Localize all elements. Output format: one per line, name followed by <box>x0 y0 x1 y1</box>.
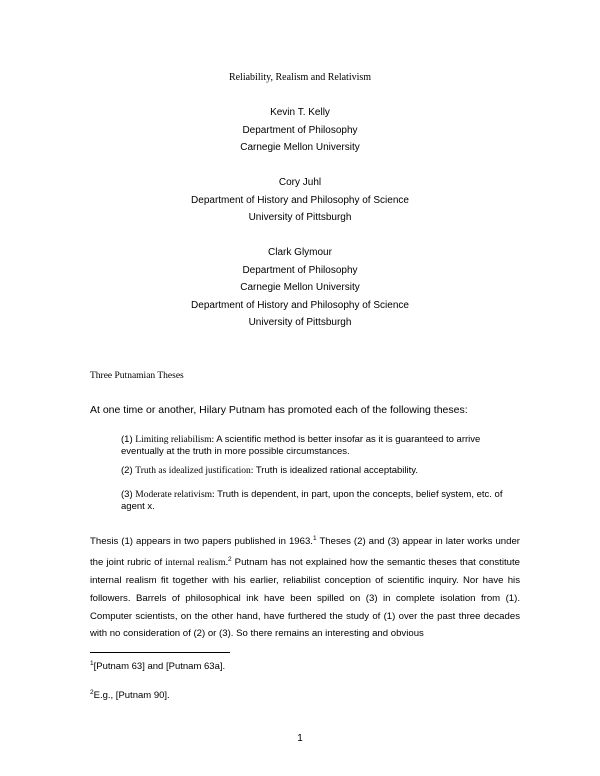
author-affiliation: Department of History and Philosophy of Science <box>191 194 409 206</box>
paper-title: Reliability, Realism and Relativism <box>228 72 372 83</box>
thesis-number: (3) <box>121 489 133 500</box>
author-affiliation: Carnegie Mellon University <box>240 142 360 153</box>
footnote-2 <box>90 689 170 701</box>
footnote-mark: 1 <box>90 660 94 667</box>
footnote-text: [Putnam 63] and [Putnam 63a]. <box>93 661 226 673</box>
author-affiliation: Department of History and Philosophy of Science <box>191 299 409 311</box>
author-name: Cory Juhl <box>278 177 322 188</box>
body-paragraph <box>90 530 520 643</box>
footnote-ref-2: 2 <box>227 555 232 563</box>
thesis-item <box>121 434 511 458</box>
author-affiliation: Carnegie Mellon University <box>240 282 360 293</box>
author-block-2 <box>0 174 600 227</box>
thesis-text: Truth is idealized rational acceptability. <box>255 465 418 476</box>
author-name: Kevin T. Kelly <box>270 107 330 118</box>
author-name: Clark Glymour <box>268 247 332 258</box>
intro-sentence: At one time or another, Hilary Putnam has promoted each of the following theses: <box>90 404 468 416</box>
footnote-mark: 2 <box>90 689 94 696</box>
author-block-1 <box>0 104 600 157</box>
footnote-text: E.g., [Putnam 90]. <box>93 690 170 702</box>
thesis-item <box>121 465 511 477</box>
thesis-item <box>121 489 511 513</box>
footnote-ref-1: 1 <box>312 535 317 542</box>
footnote-1 <box>90 660 225 672</box>
author-affiliation: University of Pittsburgh <box>248 317 352 328</box>
section-heading: Three Putnamian Theses <box>90 371 184 381</box>
author-affiliation: Department of Philosophy <box>242 264 358 276</box>
author-affiliation: Department of Philosophy <box>242 124 358 136</box>
thesis-label: Moderate relativism: <box>135 490 215 500</box>
thesis-number: (1) <box>121 434 133 445</box>
term-internal-realism: internal realism. <box>165 557 228 569</box>
thesis-text: Truth is dependent, in part, upon the concepts, belief system, etc. of agent x. <box>121 489 503 512</box>
paragraph-sentence: Putnam has not explained how the semantic theses that constitute internal realism fit together with his earlier, reliabilist conception of scientific inquiry. Nor have his followers. Barrels of philosophical ink have been spilled on (3) in complete isolation from (1). Computer scientists, on the other hand, have furthered the study of (1) over the past three decades with no consideration of (2) or (3). So there remains an interesting and obvious <box>90 557 520 640</box>
thesis-number: (2) <box>121 465 133 476</box>
paragraph-sentence: Thesis (1) appears in two papers published in 1963. <box>90 536 313 548</box>
paragraph-sentence: Theses (2) and (3) appear in later works under the joint rubric of <box>90 536 520 569</box>
author-affiliation: University of Pittsburgh <box>248 212 352 223</box>
thesis-label: Truth as idealized justification: <box>135 466 254 476</box>
thesis-text: A scientific method is better insofar as it is guaranteed to arrive eventually at the truth in more possible circumstances. <box>121 434 481 457</box>
author-block-3 <box>0 244 600 332</box>
page-number: 1 <box>297 733 303 744</box>
thesis-label: Limiting reliabilism: <box>135 435 215 445</box>
footnote-divider <box>90 652 230 653</box>
